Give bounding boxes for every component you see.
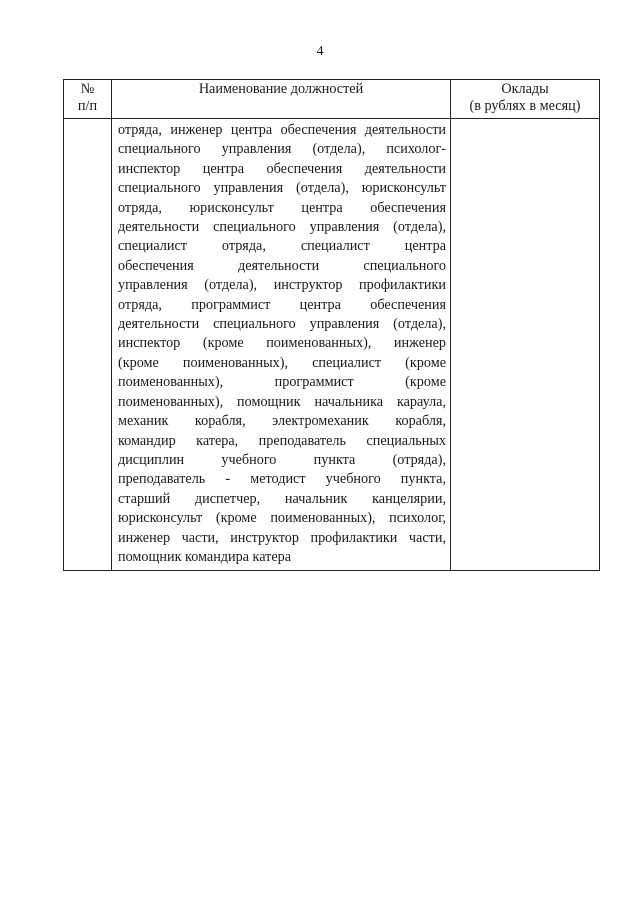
position-text-line: дисциплин учебного пункта (отряда), — [118, 451, 446, 468]
header-position-name-text: Наименование должностей — [198, 81, 364, 97]
position-text-line: управления (отдела), инструктор профилактики — [118, 277, 446, 294]
row-number-cell — [64, 119, 112, 571]
position-text-line: юрисконсульт (кроме поименованных), психолог, — [118, 510, 446, 527]
position-text-line: специального управления (отдела), психолог- — [118, 141, 446, 158]
position-text-line: помощник командира катера — [118, 548, 292, 565]
position-text-line: командир катера, преподаватель специальных — [118, 432, 446, 449]
header-number-line2: п/п — [77, 98, 98, 114]
position-text-line: обеспечения деятельности специального — [118, 257, 446, 274]
position-text-line: (кроме поименованных), специалист (кроме — [118, 354, 446, 371]
position-text-line: специалист отряда, специалист центра — [118, 238, 446, 255]
position-text-line: поименованных), помощник начальника караула, — [118, 393, 446, 410]
position-text-line: деятельности специального управления (отдела), — [118, 219, 446, 236]
table-row — [64, 119, 600, 571]
position-text-line: деятельности специального управления (отдела), — [118, 316, 446, 333]
position-text-line: отряда, программист центра обеспечения — [118, 296, 446, 313]
position-text-line: старший диспетчер, начальник канцелярии, — [118, 490, 446, 507]
header-salary-line1: Оклады — [501, 81, 549, 97]
header-number — [64, 80, 112, 119]
position-text-line: отряда, инженер центра обеспечения деятельности — [118, 122, 446, 138]
position-text-line: инспектор центра обеспечения деятельности — [118, 160, 446, 177]
position-text-line: преподаватель - методист учебного пункта, — [118, 471, 446, 488]
row-salary-cell — [451, 119, 600, 571]
position-text-line: специального управления (отдела), юрисконсульт — [118, 180, 446, 197]
position-text-line: инженер части, инструктор профилактики части, — [118, 529, 446, 546]
header-position-name — [112, 80, 451, 119]
header-salary — [451, 80, 600, 119]
row-position-names — [112, 119, 451, 571]
header-salary-line2: (в рублях в месяц) — [469, 98, 581, 114]
position-text-line: отряда, юрисконсульт центра обеспечения — [118, 199, 446, 216]
header-number-line1: № — [80, 81, 95, 97]
positions-table — [63, 79, 600, 571]
table-header-row — [64, 80, 600, 119]
position-text-line: инспектор (кроме поименованных), инженер — [118, 335, 446, 352]
page-number: 4 — [316, 44, 324, 59]
position-text-line: механик корабля, электромеханик корабля, — [118, 413, 446, 430]
position-text-line: поименованных), программист (кроме — [118, 374, 446, 391]
